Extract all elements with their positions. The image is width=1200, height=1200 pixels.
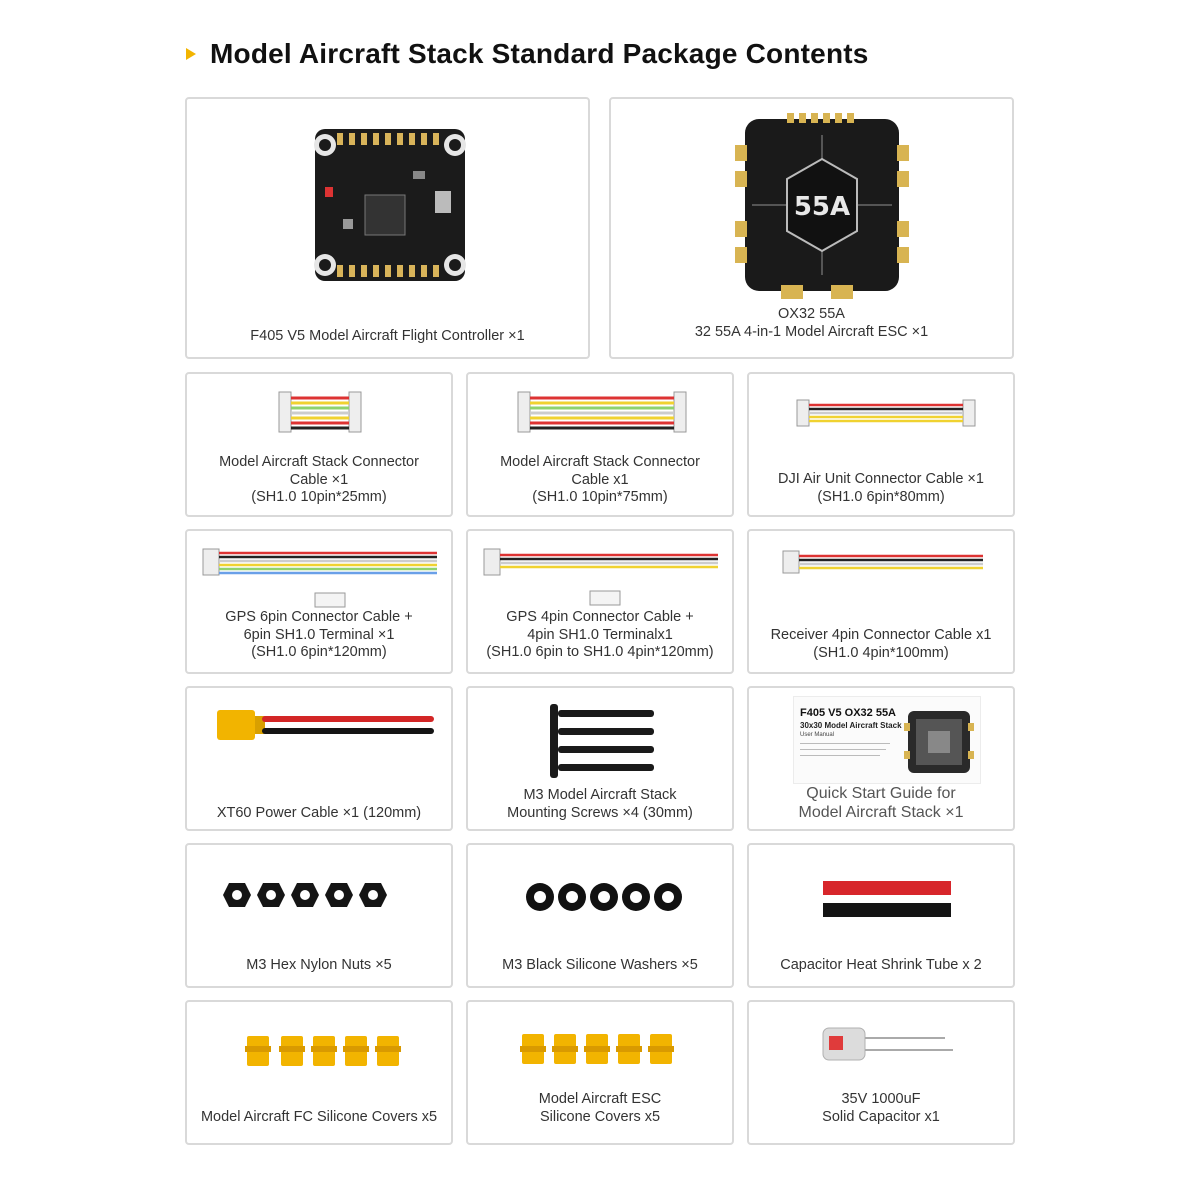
guide-text-line <box>800 743 890 744</box>
item-card-stack-cable-25mm <box>185 372 453 517</box>
esc-current-label: 55A <box>793 192 851 222</box>
item-caption: Model Aircraft Stack Connector Cable x1 (SH1.0 10pin*75mm) <box>500 454 700 505</box>
item-card-capacitor <box>747 1000 1015 1145</box>
item-card-gps-4pin-cable <box>466 529 734 674</box>
item-caption: Quick Start Guide for Model Aircraft Stack ×1 <box>798 785 964 821</box>
stack-photo-icon <box>902 703 978 779</box>
item-caption: GPS 4pin Connector Cable + 4pin SH1.0 Terminalx1 (SH1.0 6pin to SH1.0 4pin*120mm) <box>486 609 714 660</box>
item-caption: XT60 Power Cable ×1 (120mm) <box>216 805 422 821</box>
guide-subtitle: 30x30 Model Aircraft Stack <box>800 721 902 730</box>
item-card-xt60-cable <box>185 686 453 831</box>
item-caption: GPS 6pin Connector Cable + 6pin SH1.0 Terminal ×1 (SH1.0 6pin*120mm) <box>225 609 413 660</box>
item-card-gps-6pin-cable <box>185 529 453 674</box>
guide-title: F405 V5 OX32 55A <box>800 707 897 719</box>
item-card-esc <box>609 97 1014 359</box>
flight-controller-board-icon <box>187 99 592 361</box>
item-caption: Capacitor Heat Shrink Tube x 2 <box>780 957 982 973</box>
item-card-esc-silicone-covers <box>466 1000 734 1145</box>
item-card-washers <box>466 843 734 988</box>
guide-text-line <box>800 755 880 756</box>
item-card-hex-nuts <box>185 843 453 988</box>
item-caption: Receiver 4pin Connector Cable x1 (SH1.0 4pin*100mm) <box>770 627 992 661</box>
item-card-heat-shrink <box>747 843 1015 988</box>
guide-note: User Manual <box>800 732 835 738</box>
quick-start-guide-icon <box>793 696 981 784</box>
item-card-stack-cable-75mm <box>466 372 734 517</box>
guide-text-line <box>800 749 886 750</box>
item-caption: M3 Model Aircraft Stack Mounting Screws ×4 (30mm) <box>507 787 693 821</box>
item-card-fc-silicone-covers <box>185 1000 453 1145</box>
title-arrow-icon <box>186 48 196 60</box>
item-caption: DJI Air Unit Connector Cable ×1 (SH1.0 6pin*80mm) <box>778 471 984 505</box>
item-card-dji-cable <box>747 372 1015 517</box>
item-caption: Model Aircraft ESC Silicone Covers x5 <box>538 1091 662 1125</box>
item-card-quick-start-guide <box>747 686 1015 831</box>
item-card-screws <box>466 686 734 831</box>
item-caption: Model Aircraft Stack Connector Cable ×1 (SH1.0 10pin*25mm) <box>219 454 419 505</box>
page-header <box>186 38 869 70</box>
item-card-receiver-cable <box>747 529 1015 674</box>
item-card-flight-controller <box>185 97 590 359</box>
item-caption: OX32 55A 32 55A 4-in-1 Model Aircraft ESC ×1 <box>694 306 929 340</box>
item-caption: M3 Hex Nylon Nuts ×5 <box>246 957 392 973</box>
item-caption: 35V 1000uF Solid Capacitor x1 <box>822 1091 940 1125</box>
item-caption: F405 V5 Model Aircraft Flight Controller ×1 <box>250 328 525 344</box>
item-caption: M3 Black Silicone Washers ×5 <box>502 957 698 973</box>
page-title: Model Aircraft Stack Standard Package Contents <box>210 38 869 69</box>
item-caption: Model Aircraft FC Silicone Covers x5 <box>200 1109 438 1125</box>
